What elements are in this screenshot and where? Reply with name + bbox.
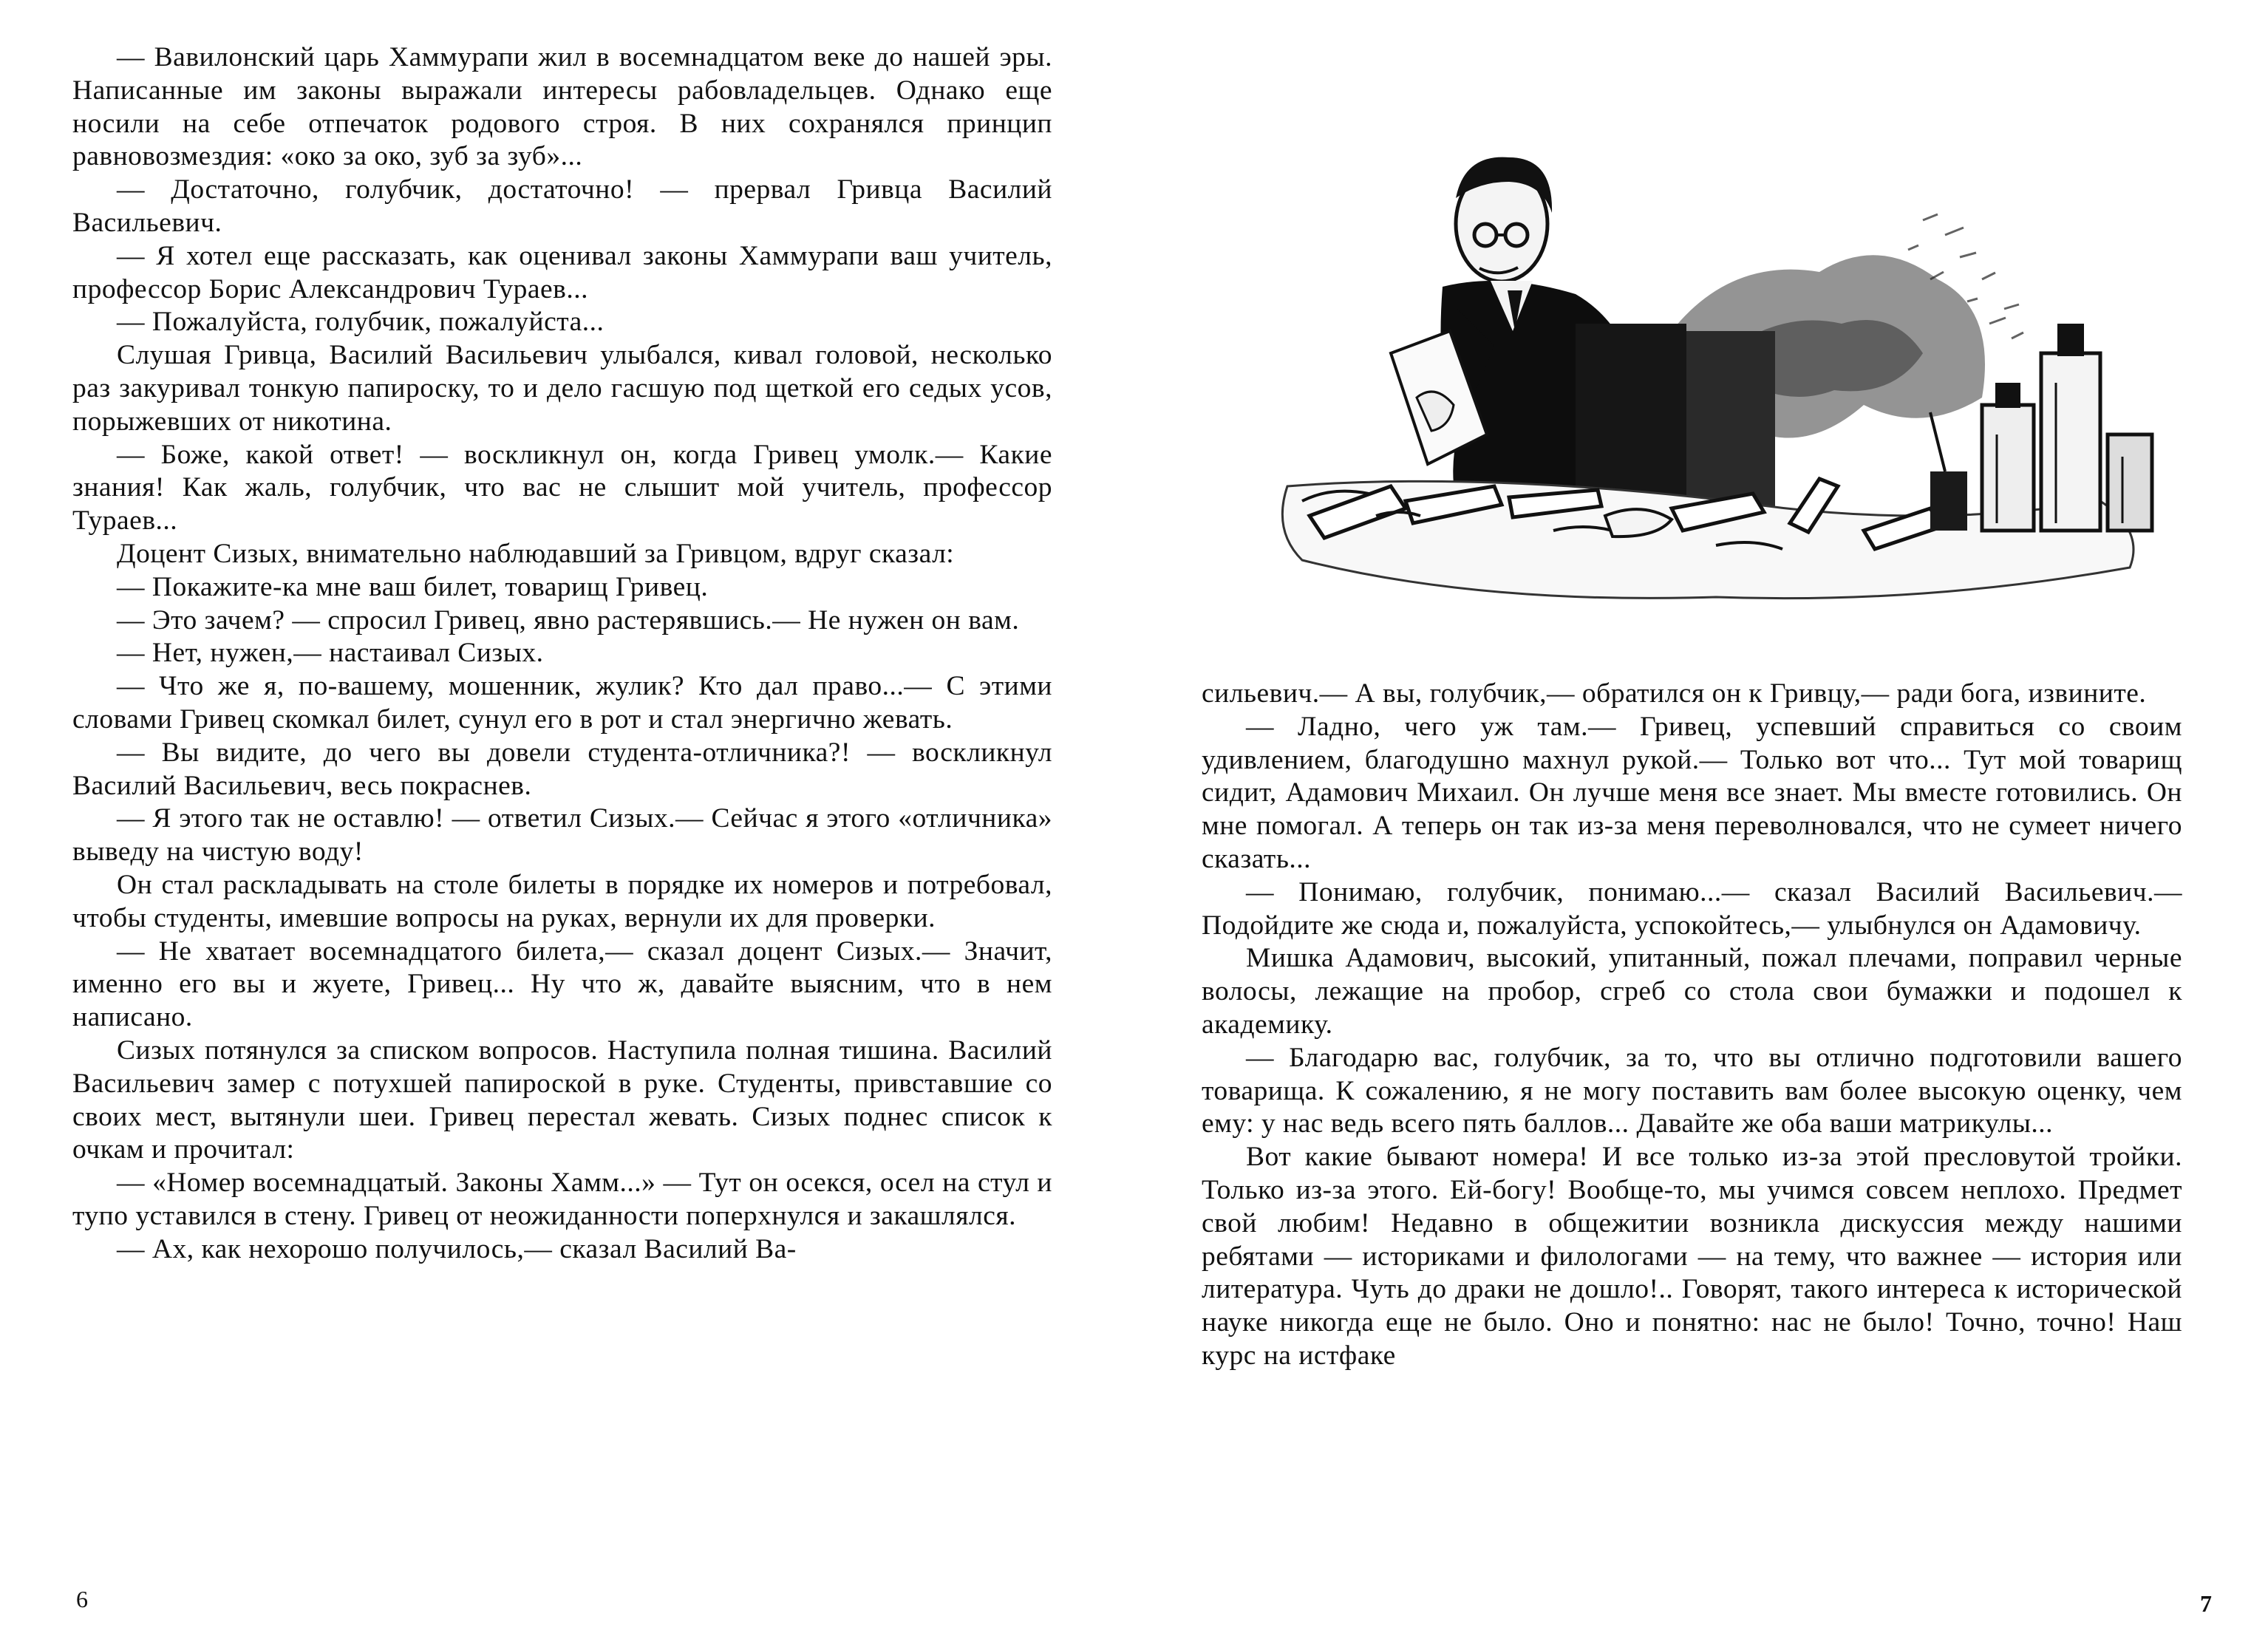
paragraph: — Боже, какой ответ! — воскликнул он, когда Гривец умолк.— Какие знания! Как жаль, голубчик, что вас не слышит мой учитель, профессор Тураев... [72,439,1052,536]
professor-at-desk-illustration [1258,87,2189,649]
paragraph: — Это зачем? — спросил Гривец, явно растерявшись.— Не нужен он вам. [117,604,1020,636]
paragraph: — Ладно, чего уж там.— Гривец, успевший справиться со своим удивлением, благодушно махнул рукой.— Только вот что... Тут мой товарищ сидит, Адамович Михаил. Он лучше меня все знает. Мы вместе готовились. Он мне помогал. А теперь он так из-за меня переволновался, что не сумеет ничего сказать... [1202,711,2182,874]
left-text-column [72,41,1052,1266]
paragraph: Доцент Сизых, внимательно наблюдавший за Гривцом, вдруг сказал: [117,538,955,569]
paragraph: — Нет, нужен,— настаивал Сизых. [117,638,544,669]
right-page [1134,0,2268,1639]
paragraph: Мишка Адамович, высокий, упитанный, пожал плечами, поправил черные волосы, лежащие на пробор, сгреб со стола свои бумажки и подошел к академику. [1202,943,2182,1040]
page-number: 6 [76,1586,88,1612]
paragraph: — Ах, как нехорошо получилось,— сказал Василий Ва- [117,1233,797,1264]
paragraph: Слушая Гривца, Василий Васильевич улыбался, кивал головой, несколько раз закуривал тонкую папироску, то и дело гасшую под щеткой его седых усов, порыжевших от никотина. [72,340,1052,437]
paragraph: — Благодарю вас, голубчик, за то, что вы отлично подготовили вашего товарища. К сожалению, я не могу поставить вам более высокую оценку, чем ему: у нас ведь всего пять баллов... Давайте же оба ваши матрикулы... [1202,1042,2182,1139]
right-text-column [1202,678,2182,1373]
paragraph: — Что же я, по-вашему, мошенник, жулик? Кто дал право...— С этими словами Гривец скомкал билет, сунул его в рот и стал энергично жевать. [72,671,1052,735]
paragraph: Вот какие бывают номера! И все только из-за этой пресловутой тройки. Только из-за этого. Ей-богу! Вообще-то, мы учимся совсем неплохо. Предмет свой любим! Недавно в общежитии возникла дискуссия между нашими ребятами — историками и филологами — на тему, что важнее — история или литература. Чуть до драки не дошло!.. Говорят, такого интереса к исторической науке никогда еще не было. Оно и понятно: нас не было! Точно, точно! Наш курс на истфаке [1202,1142,2182,1371]
page-number: 7 [2200,1590,2212,1617]
paragraph: — Вавилонский царь Хаммурапи жил в восемнадцатом веке до нашей эры. Написанные им законы выражали интересы рабовладельцев. Однако еще носили на себе отпечаток родового строя. В них сохранялся принцип равновозмездия: «око за око, зуб за зуб»... [72,42,1052,172]
paragraph: Сизых потянулся за списком вопросов. Наступила полная тишина. Василий Васильевич замер с потухшей папироской в руке. Студенты, привставшие со своих мест, вытянули шеи. Гривец перестал жевать. Сизых поднес список к очкам и прочитал: [72,1035,1052,1165]
paragraph: Он стал раскладывать на столе билеты в порядке их номеров и потребовал, чтобы студенты, имевшие вопросы на руках, вернули их для проверки. [72,869,1052,933]
paragraph: — Я этого так не оставлю! — ответил Сизых.— Сейчас я этого «отличника» выведу на чистую воду! [72,803,1052,868]
paragraph: — Я хотел еще рассказать, как оценивал законы Хаммурапи ваш учитель, профессор Борис Александрович Тураев... [72,240,1052,304]
paragraph: — Пожалуйста, голубчик, пожалуйста... [117,307,605,338]
paragraph: — Не хватает восемнадцатого билета,— сказал доцент Сизых.— Значит, именно его вы и жуете, Гривец... Ну что ж, давайте выясним, что в нем написано. [72,936,1052,1033]
paragraph: сильевич.— А вы, голубчик,— обратился он к Гривцу,— ради бога, извините. [1202,678,2147,709]
paragraph: — «Номер восемнадцатый. Законы Хамм...» — Тут он осекся, осел на стул и тупо уставился в стену. Гривец от неожиданности поперхнулся и закашлялся. [72,1168,1052,1231]
paragraph: — Понимаю, голубчик, понимаю...— сказал Василий Васильевич.— Подойдите же сюда и, пожалуйста, успокойтесь,— улыбнулся он Адамовичу. [1202,876,2182,941]
paragraph: — Достаточно, голубчик, достаточно! — прервал Гривца Василий Васильевич. [72,174,1052,238]
paragraph: — Вы видите, до чего вы довели студента-отличника?! — воскликнул Василий Васильевич, весь покраснев. [72,737,1052,801]
paragraph: — Покажите-ка мне ваш билет, товарищ Гривец. [117,571,709,602]
